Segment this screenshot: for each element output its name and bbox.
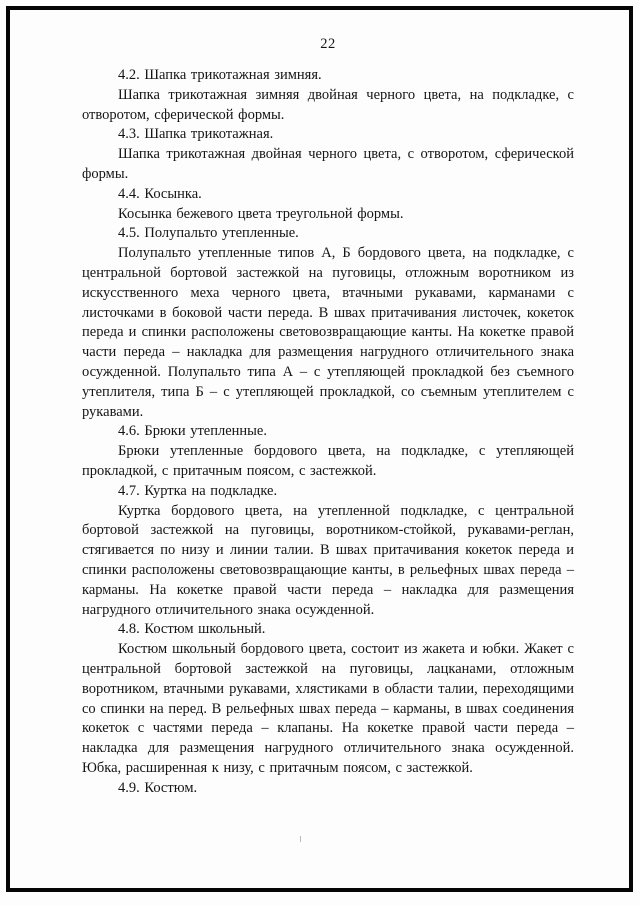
- section-heading: 4.9. Костюм.: [118, 779, 198, 796]
- paragraph: Косынка бежевого цвета треугольной формы.: [118, 205, 404, 222]
- section-heading: 4.4. Косынка.: [118, 185, 202, 202]
- section-heading: 4.2. Шапка трикотажная зимняя.: [118, 67, 322, 83]
- paragraph: Полупальто утепленные типов А, Б бордового цвета, на подкладке, с центральной бортовой застежкой на пуговицы, отложным воротником из искусственного меха черного цвета, втачными рукавами, карманами с листочками в боковой части переда. В швах притачивания листочек, кокеток переда и спинки расположены световозвращающие канты. На кокетке правой части переда – накладка для размещения нагрудного отличительного знака осужденной. Полупальто типа А – с утепляющей прокладкой без съемного утеплителя, типа Б – с утепляющей прокладкой, со съемным утеплителем с рукавами.: [82, 245, 574, 420]
- section-heading: 4.6. Брюки утепленные.: [118, 423, 267, 440]
- document-body: [82, 66, 574, 798]
- scan-artifact-mark: [300, 836, 301, 842]
- paragraph: Брюки утепленные бордового цвета, на подкладке, с утепляющей прокладкой, с притачным поясом, с застежкой.: [82, 443, 574, 479]
- paragraph: Шапка трикотажная зимняя двойная черного цвета, на подкладке, с отворотом, сферической формы.: [82, 86, 574, 123]
- paragraph: Шапка трикотажная двойная черного цвета, с отворотом, сферической формы.: [82, 146, 574, 182]
- paragraph: Костюм школьный бордового цвета, состоит из жакета и юбки. Жакет с центральной бортовой застежкой на пуговицы, лацканами, отложным воротником, втачными рукавами, хлястиками в области талии, переходящими со спинки на перед. В рельефных швах переда – карманы, в швах соединения кокеток с частями переда – клапаны. На кокетке правой части переда – накладка для размещения нагрудного отличительного знака осужденной. Юбка, расширенная к низу, с притачным поясом, с застежкой.: [82, 641, 574, 776]
- section-heading: 4.8. Костюм школьный.: [118, 621, 266, 638]
- section-heading: 4.3. Шапка трикотажная.: [118, 126, 274, 143]
- paragraph: Куртка бордового цвета, на утепленной подкладке, с центральной бортовой застежкой на пуговицы, воротником-стойкой, рукавами-реглан, стягивается по низу и линии талии. В швах притачивания кокеток переда и спинки расположены световозвращающие канты, в рельефных швах переда – карманы. На кокетке правой части переда – накладка для размещения нагрудного отличительного знака осужденной.: [82, 502, 574, 618]
- section-heading: 4.7. Куртка на подкладке.: [118, 482, 278, 499]
- page-number: 22: [320, 36, 336, 52]
- section-heading: 4.5. Полупальто утепленные.: [118, 225, 299, 242]
